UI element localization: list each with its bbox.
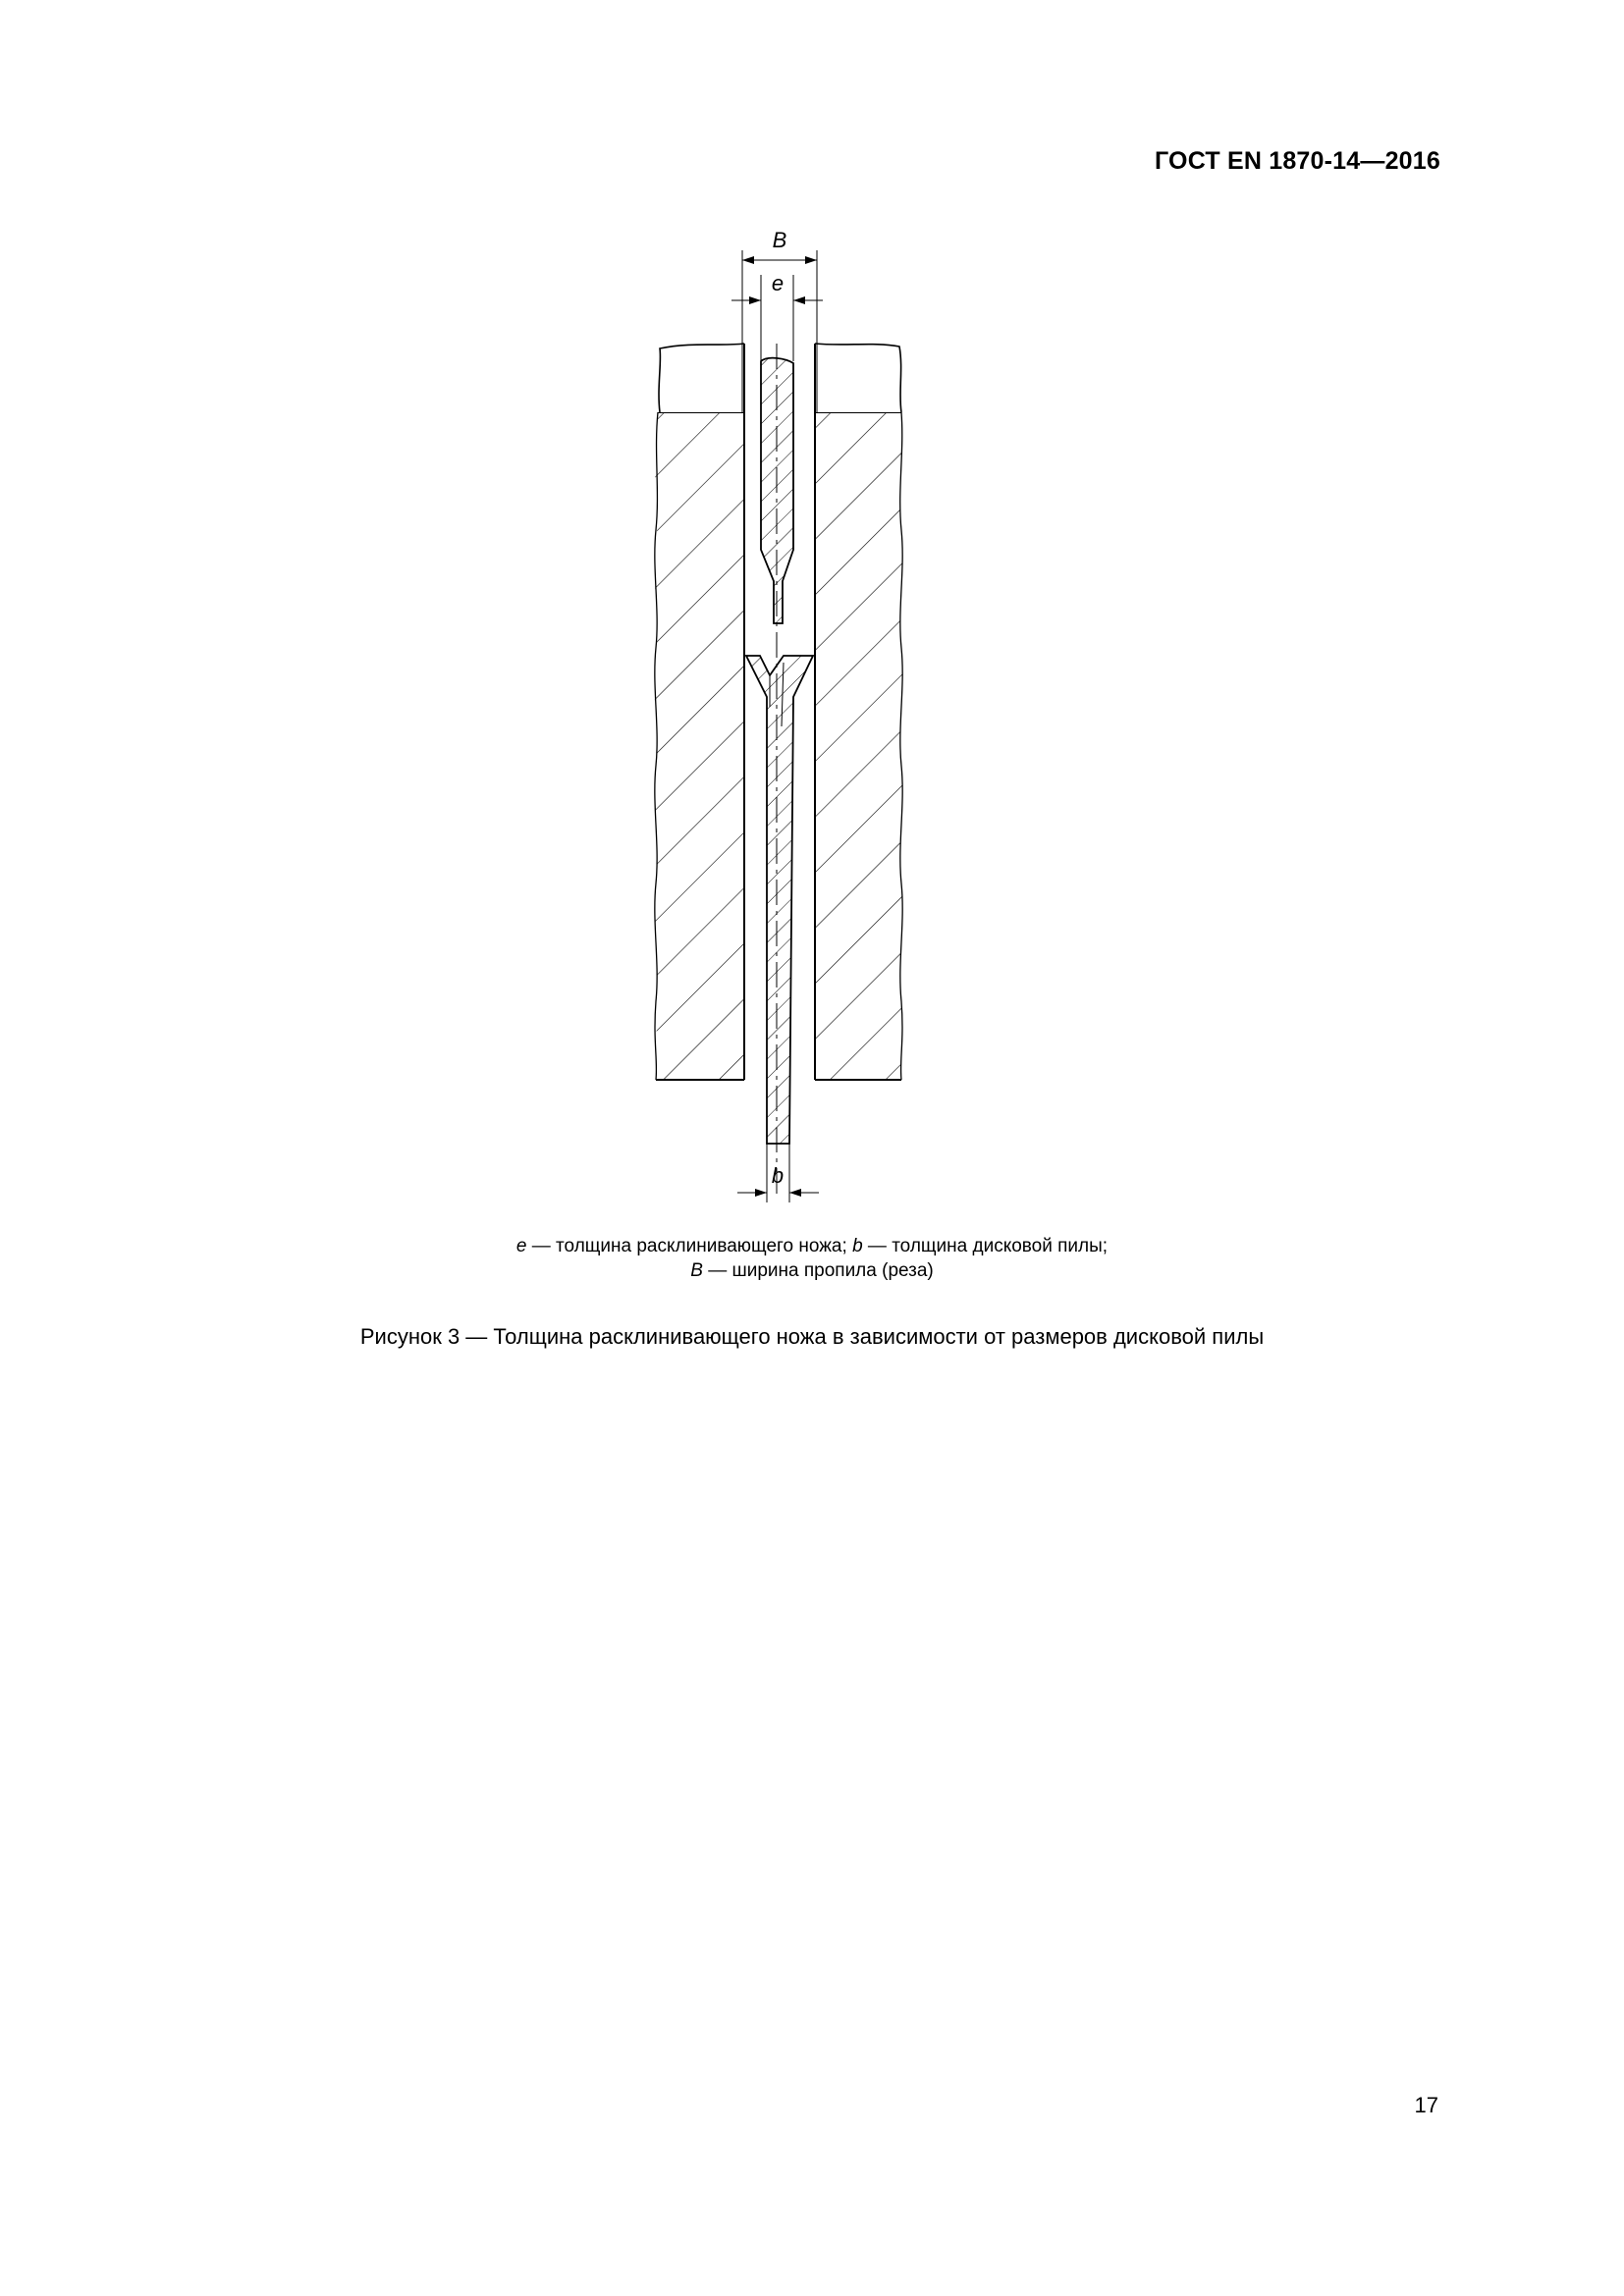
workpiece-left <box>655 344 744 1080</box>
legend-symbol-e: e <box>515 1236 527 1256</box>
standard-code: ГОСТ EN 1870-14—2016 <box>1155 147 1440 175</box>
legend-text-b: — толщина дисковой пилы; <box>862 1236 1109 1256</box>
figure-legend-line-1 <box>0 1234 1624 1258</box>
page-number: 17 <box>1414 2093 1438 2117</box>
workpiece-right <box>815 344 902 1080</box>
dim-label-b: b <box>771 1163 785 1188</box>
legend-symbol-b: b <box>852 1236 863 1256</box>
legend-text-B: — ширина пропила (реза) <box>702 1260 934 1281</box>
legend-symbol-B: B <box>690 1260 703 1281</box>
legend-text-e: — толщина расклинивающего ножа; <box>526 1236 853 1256</box>
figure-3-drawing <box>638 216 933 1207</box>
saw-blade <box>746 656 813 1144</box>
figure-legend-line-2 <box>0 1258 1624 1283</box>
dim-label-B: B <box>772 228 787 252</box>
figure-caption: Рисунок 3 — Толщина расклинивающего ножа в зависимости от размеров дисковой пилы <box>359 1324 1265 1349</box>
dimension-b <box>737 1144 819 1202</box>
technical-drawing <box>638 216 933 1207</box>
dim-label-e: e <box>771 271 785 295</box>
